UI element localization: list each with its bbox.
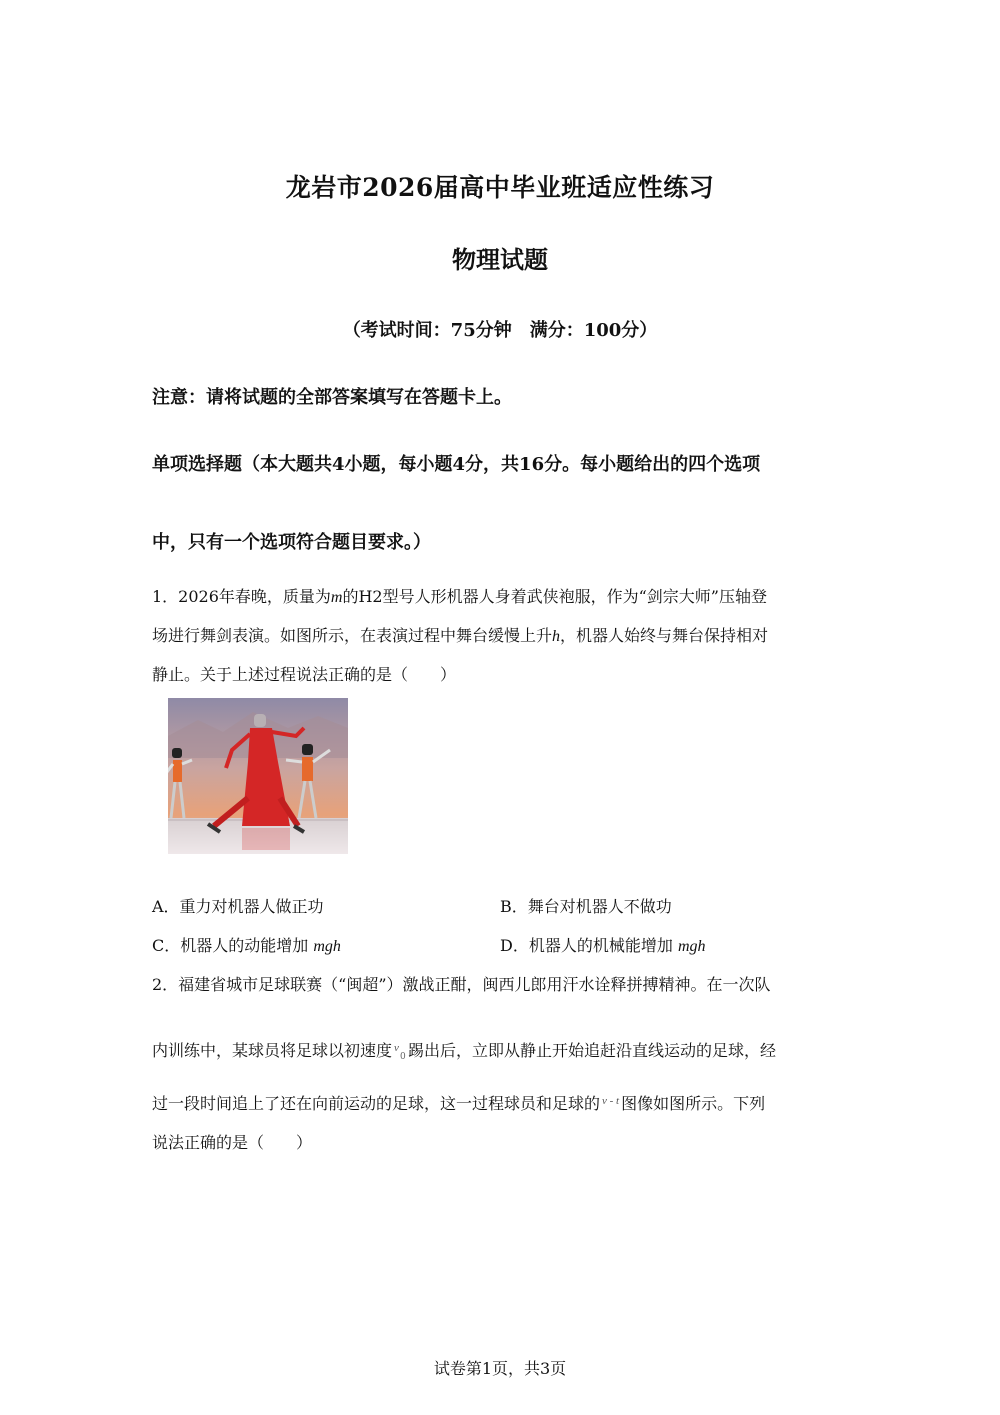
q1-text: ，机器人始终与舞台保持相对 [560,626,769,645]
q1-option-a: A．重力对机器人做正功 [152,897,324,916]
exam-info: （考试时间：75分钟 满分：100分） [342,320,658,341]
robot-dance-photo [168,698,348,854]
height-symbol: h [552,628,561,645]
q1-line3: 静止。关于上述过程说法正确的是（ ） [152,665,457,684]
q1-option-c [152,933,341,956]
q2-line1: 2．福建省城市足球联赛（“闽超”）激战正酣，闽西儿郎用汗水诠释拼搏精神。在一次队 [152,975,771,994]
q1-line1 [152,584,767,607]
mass-symbol: m [330,589,343,606]
q1-text: 场进行舞剑表演。如图所示，在表演过程中舞台缓慢上升 [152,626,553,645]
q1-text: 的H2型号人形机器人身着武侠袍服，作为“剑宗大师”压轴登 [342,587,767,606]
q1-option-d [500,933,706,956]
q1-text: 1．2026年春晚，质量为 [152,587,331,606]
q1-option-b: B．舞台对机器人不做功 [500,897,672,916]
q2-text: 图像如图所示。下列 [621,1094,766,1113]
exam-subtitle: 物理试题 [452,245,548,274]
energy-symbol: mgh [313,938,341,955]
vt-graph-symbol: v - t [602,1095,620,1107]
exam-title: 龙岩市2026届高中毕业班适应性练习 [285,173,715,202]
q2-line4: 说法正确的是（ ） [152,1133,313,1152]
option-text: C．机器人的动能增加 [152,936,309,955]
q1-line2 [152,623,768,646]
section-heading-line2: 中，只有一个选项符合题目要求。） [152,532,431,553]
notice: 注意：请将试题的全部答案填写在答题卡上。 [152,387,512,408]
energy-symbol: mgh [677,938,706,955]
q2-line3 [152,1091,765,1114]
q2-text: 踢出后，立即从静止开始追赶沿直线运动的足球，经 [408,1041,777,1060]
q2-line2: 内训练中，某球员将足球以初速度 v 0 踢出后，立即从静止开始追赶沿直线运动的足球，经 [152,1041,777,1062]
page-footer: 试卷第1页，共3页 [433,1359,567,1378]
section-heading-line1: 单项选择题（本大题共4小题，每小题4分，共16分。每小题给出的四个选项 [152,454,761,475]
option-text: D．机器人的机械能增加 [500,936,673,955]
q2-text: 内训练中，某球员将足球以初速度 [152,1041,393,1060]
q2-text: 过一段时间追上了还在向前运动的足球，这一过程球员和足球的 [152,1094,601,1113]
